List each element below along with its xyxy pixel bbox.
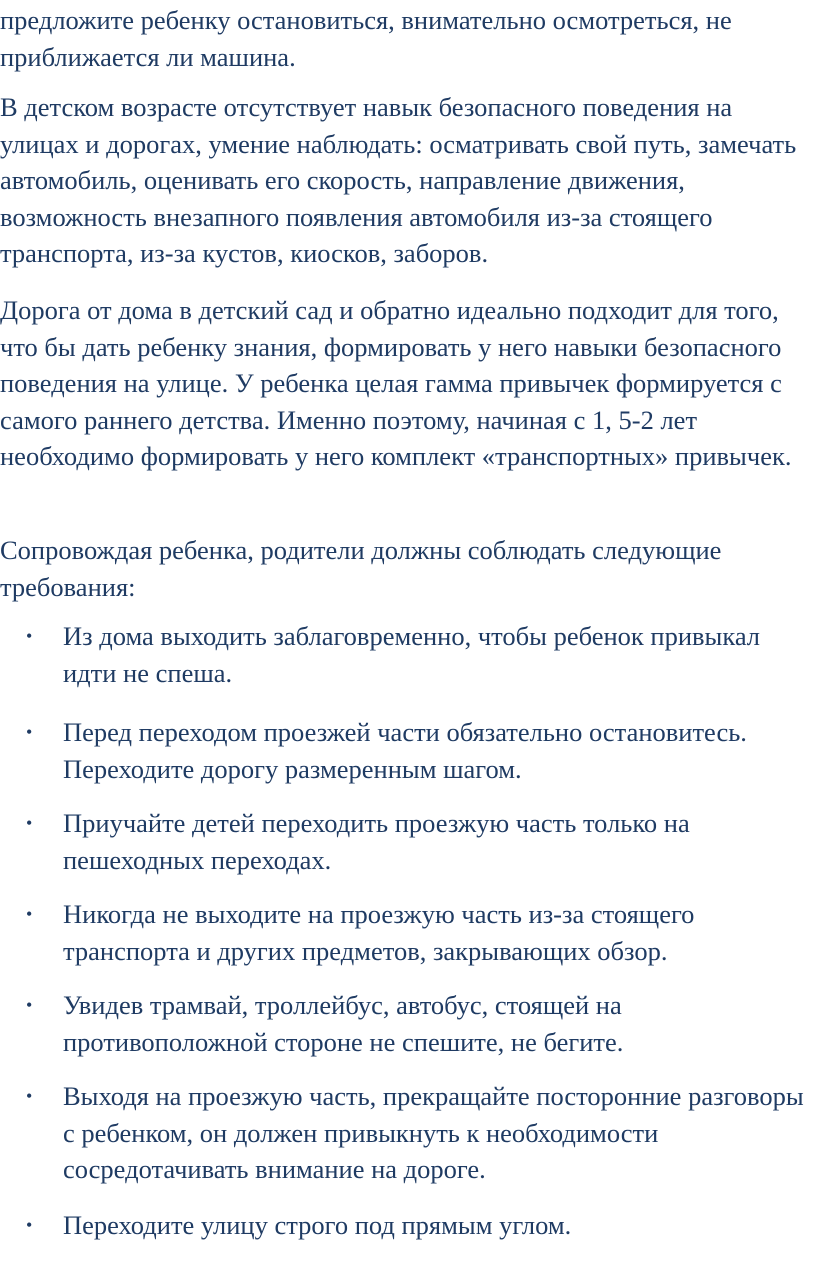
paragraph-child-skills: В детском возрасте отсутствует навык безопасного поведения на улицах и дорогах, умение наблюдать: осматривать свой путь, замечать автомобиль, оценивать его скорость, направление движения, возможность внезапного появления автомобиля из-за стоящего транспорта, из-за кустов, киосков, заборов. — [0, 92, 797, 268]
list-item-text: Выходя на проезжую часть, прекращайте посторонние разговоры с ребенком, он должен привыкнуть к необходимости сосредотачивать внимание на дороге. — [63, 1081, 804, 1184]
bullet-icon: • — [26, 904, 33, 924]
paragraph-requirements-intro: Сопровождая ребенка, родители должны соблюдать следующие требования: — [0, 535, 722, 602]
list-item-text: Переходите улицу строго под прямым углом. — [63, 1210, 572, 1240]
list-item-text: Из дома выходить заблаговременно, чтобы ребенок привыкал идти не спеша. — [63, 621, 761, 688]
bullet-icon: • — [26, 1086, 33, 1106]
bullet-icon: • — [26, 813, 33, 833]
bullet-icon: • — [26, 626, 33, 646]
list-item-text: Перед переходом проезжей части обязательно остановитесь. Переходите дорогу размеренным шагом. — [63, 717, 747, 784]
paragraph-stop-and-look: предложите ребенку остановиться, внимательно осмотреться, не приближается ли машина. — [0, 5, 732, 72]
paragraph-road-to-kindergarten: Дорога от дома в детский сад и обратно идеально подходит для того, что бы дать ребенку знания, формировать у него навыки безопасного поведения на улице. У ребенка целая гамма привычек формируется с самого раннего детства. Именно поэтому, начиная с 1, 5-2 лет необходимо формировать у него комплект «транспортных» привычек. — [0, 295, 792, 471]
bullet-icon: • — [26, 722, 33, 742]
bullet-icon: • — [26, 1215, 33, 1235]
list-item-text: Увидев трамвай, троллейбус, автобус, стоящей на противоположной стороне не спешите, не бегите. — [63, 990, 624, 1057]
list-item-text: Приучайте детей переходить проезжую часть только на пешеходных переходах. — [63, 808, 690, 875]
list-item-text: Никогда не выходите на проезжую часть из-за стоящего транспорта и других предметов, закрывающих обзор. — [63, 899, 695, 966]
bullet-icon: • — [26, 995, 33, 1015]
